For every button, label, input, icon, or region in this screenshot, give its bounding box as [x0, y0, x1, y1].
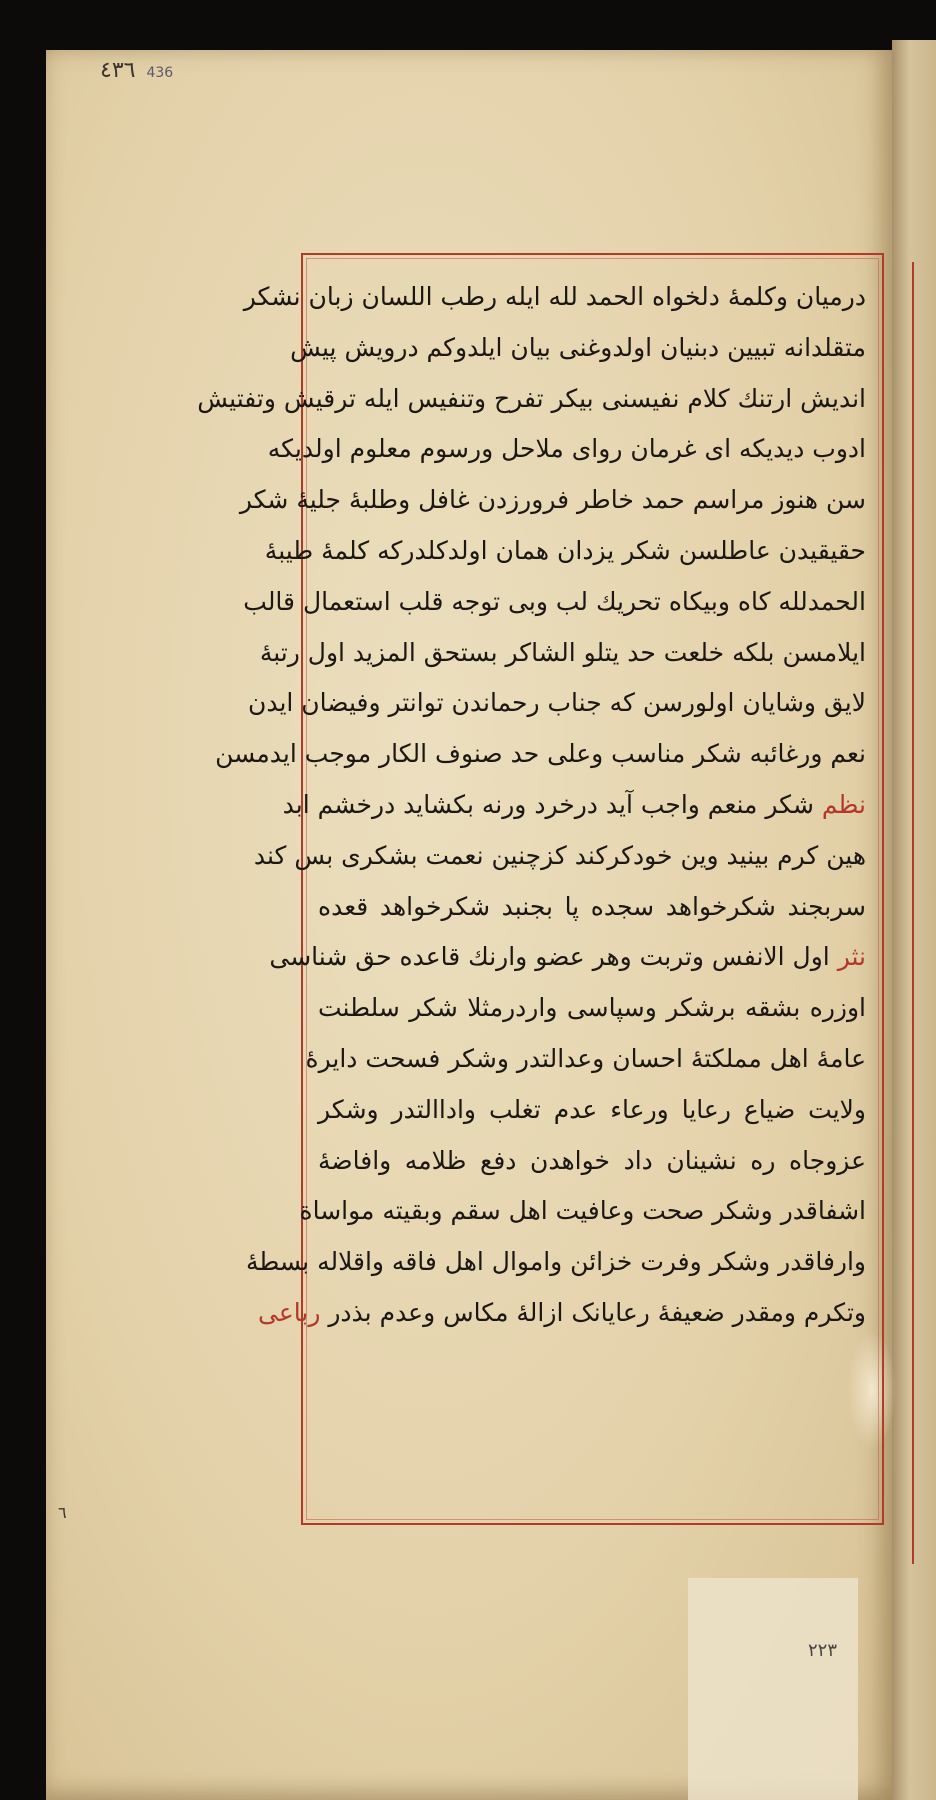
text-line-content: اندیش ارتنك کلام نفیسنی بیکر تفرح وتنفیس ایله ترقیش وتفتیش [197, 383, 866, 413]
text-block [197, 272, 866, 1339]
text-line-content: اشفاقدر وشکر صحت وعافیت اهل سقم وبقیته مواساة [299, 1196, 866, 1226]
text-line [215, 729, 866, 780]
text-line [259, 628, 866, 679]
rubric-heading: نظم [813, 789, 866, 819]
folio-number-latin: 436 [146, 65, 174, 81]
folio-number [100, 58, 173, 83]
text-line-content: متقلدانه تبیین دبنیان اولدوغنی بیان ایلدوکم درویش پیش [290, 332, 866, 362]
folio-number-arabic: ٤٣٦ [100, 58, 136, 83]
text-line-content: عامهٔ اهل مملکتهٔ احسان وعدالتدر وشکر فسحت دایرهٔ [305, 1043, 866, 1073]
text-line [197, 374, 866, 425]
text-line [258, 1288, 866, 1339]
text-line [245, 1237, 866, 1288]
text-line-content: لایق وشایان اولورسن که جناب رحماندن توانتر وفیضان ایدن [247, 688, 866, 718]
text-line [305, 1034, 866, 1085]
text-line [318, 1085, 866, 1136]
text-line-content: الحمدلله کاه وبیکاه تحریك لب وبی توجه قلب استعمال قالب [243, 586, 866, 616]
text-line [239, 475, 866, 526]
text-line-content: ایلامسن بلکه خلعت حد یتلو الشاکر بستحق المزید اول رتبهٔ [259, 637, 866, 667]
paper-repair-patch [688, 1578, 858, 1800]
text-line-content: عزوجاه ره نشینان داد خواهدن دفع ظلامه وافاضهٔ [318, 1145, 866, 1175]
text-line-content: اول الانفس وتربت وهر عضو وارنك قاعده حق شناسی [269, 942, 830, 972]
bottom-margin-note: ٢٢٣ [808, 1640, 838, 1661]
text-line [247, 678, 866, 729]
text-line-content: سن هنوز مراسم حمد خاطر فرورزدن غافل وطلبهٔ جلیهٔ شکر [239, 485, 866, 515]
text-line-content: ولایت ضیاع رعایا ورعاء عدم تغلب واداالتدر وشکر [318, 1094, 866, 1124]
text-line-content: درمیان وکلمهٔ دلخواه الحمد لله ایله رطب اللسان زبان نشکر [243, 282, 866, 311]
text-line [318, 1136, 866, 1187]
text-line [253, 831, 866, 882]
rubric-heading: رباعی [258, 1297, 321, 1327]
text-line [243, 272, 866, 323]
text-line [267, 424, 866, 475]
rubric-heading: نثر [829, 942, 866, 972]
text-line [318, 882, 866, 933]
facing-page-frame [912, 262, 936, 1564]
section-mark: ٦ [58, 1503, 67, 1522]
text-line [264, 526, 866, 577]
text-line [282, 780, 866, 831]
text-line-content: اوزره بشقه برشکر وسپاسی واردرمثلا شکر سلطنت [318, 993, 866, 1023]
text-line-content: ادوب دیدیکه ای غرمان روای ملاحل ورسوم معلوم اولدیکه [267, 434, 866, 464]
text-line-content: سربجند شکرخواهد سجده پا بجنبد شکرخواهد قعده [318, 891, 866, 921]
text-line-content: وارفاقدر وشکر وفرت خزائن واموال اهل فاقه واقلاله بسطهٔ [245, 1247, 866, 1277]
text-line-content: حقیقیدن عاطلسن شکر یزدان همان اولدکلدرکه کلمهٔ طیبهٔ [264, 535, 866, 565]
text-line-content: شکر منعم واجب آید درخرد ورنه بکشاید درخشم ابد [282, 789, 814, 819]
text-line [290, 323, 866, 374]
text-line-content: هین کرم بینید وین خودکرکند کزچنین نعمت بشکری بس کند [253, 840, 866, 870]
text-line [269, 932, 866, 983]
text-line-content: وتکرم ومقدر ضعیفهٔ رعایانک ازالهٔ مکاس وعدم بذدر [320, 1297, 866, 1327]
text-line [243, 577, 866, 628]
text-line [299, 1186, 866, 1237]
text-line-content: نعم ورغائبه شکر مناسب وعلی حد صنوف الکار موجب ایدمسن [215, 739, 866, 769]
text-line [318, 983, 866, 1034]
